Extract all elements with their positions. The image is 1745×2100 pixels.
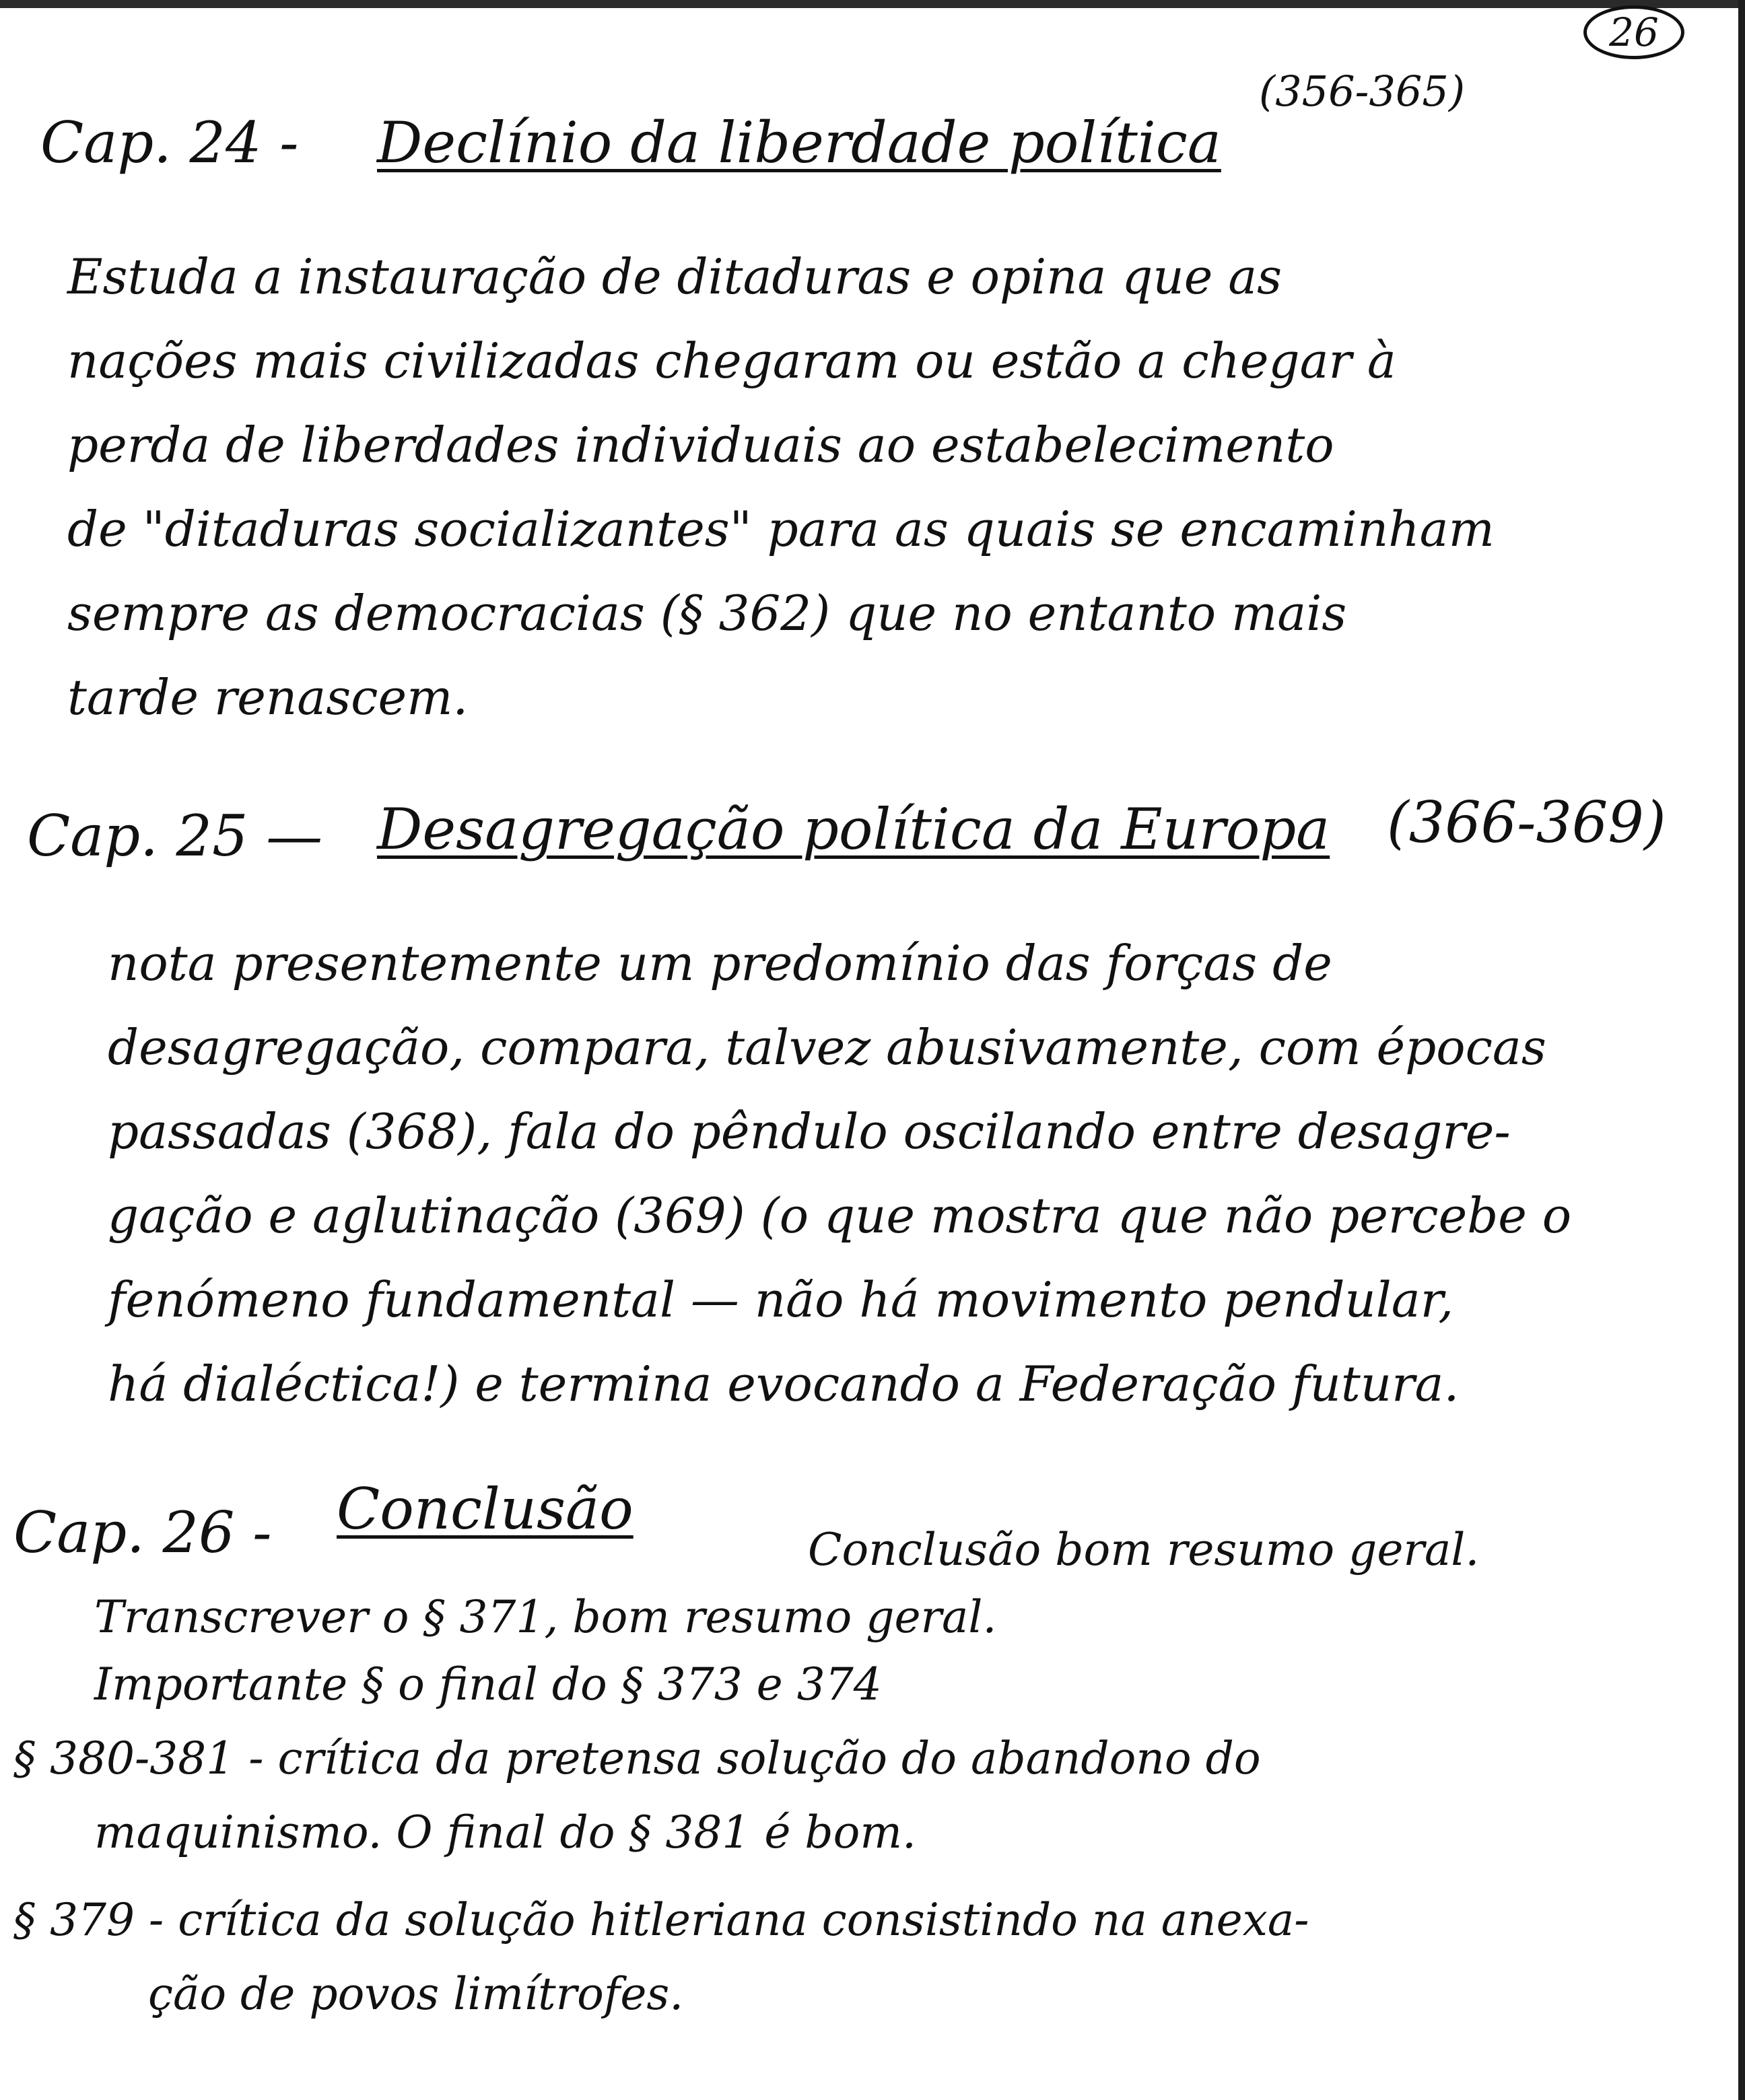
page-number	[1583, 5, 1684, 59]
ch26-line-7: ção de povos limítrofes.	[148, 1968, 684, 2020]
chapter24-label: Cap. 24 -	[40, 110, 299, 176]
chapter24-title: Declínio da liberdade política	[377, 110, 1221, 176]
chapter24-range: (356-365)	[1259, 67, 1466, 116]
chapter25-label: Cap. 25 —	[27, 803, 323, 869]
ch25-line-1: nota presentemente um predomínio das forças de	[108, 935, 1332, 991]
chapter26-label: Cap. 26 -	[13, 1500, 272, 1566]
ch25-line-4: gação e aglutinação (369) (o que mostra que não percebe o	[108, 1187, 1572, 1244]
ch24-line-3: perda de liberdades individuais ao estabelecimento	[67, 417, 1334, 473]
scan-edge-top	[0, 0, 1745, 8]
ch26-line-6: § 379 - crítica da solução hitleriana consistindo na anexa-	[13, 1894, 1309, 1946]
ch24-line-6: tarde renascem.	[67, 669, 469, 726]
ch26-line-5: maquinismo. O final do § 381 é bom.	[94, 1807, 916, 1858]
chapter25-range: (366-369)	[1387, 790, 1666, 855]
ch26-line-3: Importante § o final do § 373 e 374	[94, 1658, 882, 1710]
ch24-line-5: sempre as democracias (§ 362) que no entanto mais	[67, 585, 1347, 641]
ch25-line-6: há dialéctica!) e termina evocando a Federação futura.	[108, 1356, 1460, 1412]
ch25-line-3: passadas (368), fala do pêndulo oscilando entre desagre-	[108, 1103, 1511, 1160]
chapter25-title: Desagregação política da Europa	[377, 796, 1330, 862]
ch25-line-5: fenómeno fundamental — não há movimento pendular,	[108, 1271, 1454, 1328]
ch25-line-2: desagregação, compara, talvez abusivamente, com épocas	[108, 1019, 1546, 1076]
page-number-text: 26	[1609, 9, 1659, 55]
scan-edge-right	[1738, 0, 1745, 2100]
chapter26-title: Conclusão	[337, 1476, 634, 1542]
ch24-line-2: nações mais civilizadas chegaram ou estão a chegar à	[67, 332, 1396, 389]
ch26-line-2: Transcrever o § 371, bom resumo geral.	[94, 1591, 997, 1643]
ch24-line-1: Estuda a instauração de ditaduras e opina que as	[67, 248, 1282, 305]
ch24-line-4: de "ditaduras socializantes" para as quais se encaminham	[67, 501, 1495, 557]
ch26-line-1: Conclusão bom resumo geral.	[808, 1524, 1480, 1576]
ch26-line-4: § 380-381 - crítica da pretensa solução do abandono do	[13, 1733, 1261, 1784]
